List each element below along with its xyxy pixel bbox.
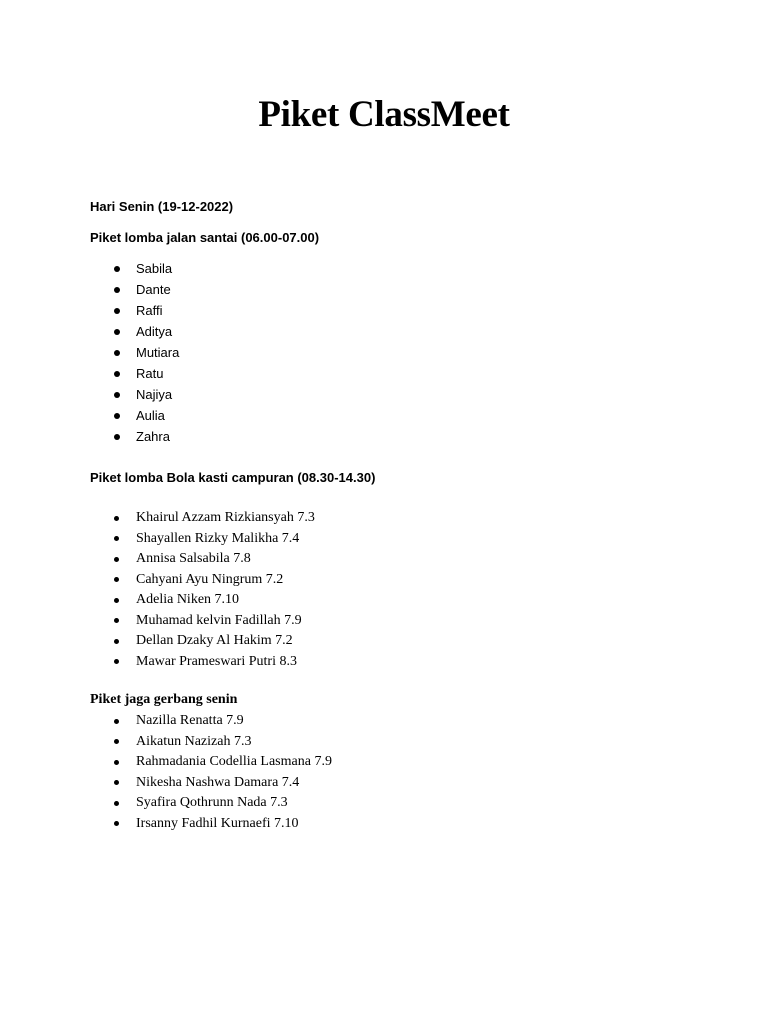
- bullet-icon: [114, 739, 119, 744]
- list-item-text: Nazilla Renatta 7.9: [136, 713, 244, 728]
- list-item-text: Cahyani Ayu Ningrum 7.2: [136, 571, 284, 587]
- bullet-icon: [114, 308, 120, 314]
- list-item-text: Dante: [136, 282, 171, 297]
- bullet-icon: [114, 413, 120, 419]
- list-item-text: Zahra: [136, 429, 170, 444]
- list-item: [0, 732, 332, 753]
- list-item-text: Najiya: [136, 387, 173, 402]
- list-item: [0, 793, 332, 814]
- bullet-icon: [114, 801, 119, 806]
- list-item: [0, 300, 179, 321]
- list-item-text: Muhamad kelvin Fadillah 7.9: [136, 612, 302, 628]
- list-item-text: Dellan Dzaky Al Hakim 7.2: [136, 633, 293, 648]
- list-item-text: Shayallen Rizky Malikha 7.4: [136, 530, 300, 546]
- section-heading-jaga-gerbang: Piket jaga gerbang senin: [90, 692, 238, 707]
- list-item: [0, 711, 332, 732]
- list-item: [0, 631, 315, 652]
- list-item-text: Aikatun Nazizah 7.3: [136, 733, 252, 749]
- list-item-text: Mutiara: [136, 345, 180, 360]
- bullet-icon: [114, 536, 119, 541]
- list-item: [0, 342, 179, 363]
- list-item: [0, 426, 179, 447]
- list-item-text: Sabila: [136, 261, 173, 276]
- bullet-icon: [114, 329, 120, 335]
- list-item: [0, 279, 179, 300]
- list-item: [0, 549, 315, 570]
- list-item-text: Nikesha Nashwa Damara 7.4: [136, 774, 300, 790]
- bullet-icon: [114, 639, 119, 644]
- list-item: [0, 814, 332, 835]
- list-item: [0, 529, 315, 550]
- bullet-icon: [114, 659, 119, 664]
- list-item: [0, 508, 315, 529]
- bullet-icon: [114, 557, 119, 562]
- section-heading-bola-kasti: Piket lomba Bola kasti campuran (08.30-14.30): [90, 470, 376, 485]
- bullet-icon: [114, 516, 119, 521]
- list-item: [0, 611, 315, 632]
- list-bola-kasti: [0, 508, 315, 672]
- list-jaga-gerbang: [0, 711, 332, 834]
- list-item-text: Irsanny Fadhil Kurnaefi 7.10: [136, 815, 299, 831]
- bullet-icon: [114, 760, 119, 765]
- list-item-text: Ratu: [136, 366, 164, 381]
- list-item: [0, 773, 332, 794]
- list-item-text: Aulia: [136, 408, 165, 423]
- bullet-icon: [114, 434, 120, 440]
- bullet-icon: [114, 618, 119, 623]
- list-jalan-santai: [0, 258, 179, 447]
- bullet-icon: [114, 350, 120, 356]
- bullet-icon: [114, 287, 120, 293]
- list-item: [0, 752, 332, 773]
- list-item: [0, 405, 179, 426]
- bullet-icon: [114, 266, 120, 272]
- list-item: [0, 258, 179, 279]
- list-item: [0, 652, 315, 673]
- day-heading: Hari Senin (19-12-2022): [90, 199, 234, 214]
- list-item-text: Khairul Azzam Rizkiansyah 7.3: [136, 510, 315, 525]
- list-item: [0, 384, 179, 405]
- list-item-text: Adelia Niken 7.10: [136, 592, 240, 607]
- bullet-icon: [114, 598, 119, 603]
- document-title: Piket ClassMeet: [258, 94, 510, 135]
- bullet-icon: [114, 780, 119, 785]
- bullet-icon: [114, 821, 119, 826]
- list-item: [0, 590, 315, 611]
- list-item: [0, 363, 179, 384]
- list-item: [0, 321, 179, 342]
- bullet-icon: [114, 719, 119, 724]
- bullet-icon: [114, 577, 119, 582]
- list-item: [0, 570, 315, 591]
- list-item-text: Syafira Qothrunn Nada 7.3: [136, 795, 288, 810]
- list-item-text: Mawar Prameswari Putri 8.3: [136, 653, 297, 669]
- list-item-text: Raffi: [136, 303, 163, 318]
- bullet-icon: [114, 371, 120, 377]
- bullet-icon: [114, 392, 120, 398]
- list-item-text: Annisa Salsabila 7.8: [136, 551, 251, 566]
- section-heading-jalan-santai: Piket lomba jalan santai (06.00-07.00): [90, 230, 320, 245]
- list-item-text: Rahmadania Codellia Lasmana 7.9: [136, 754, 332, 769]
- list-item-text: Aditya: [136, 324, 173, 339]
